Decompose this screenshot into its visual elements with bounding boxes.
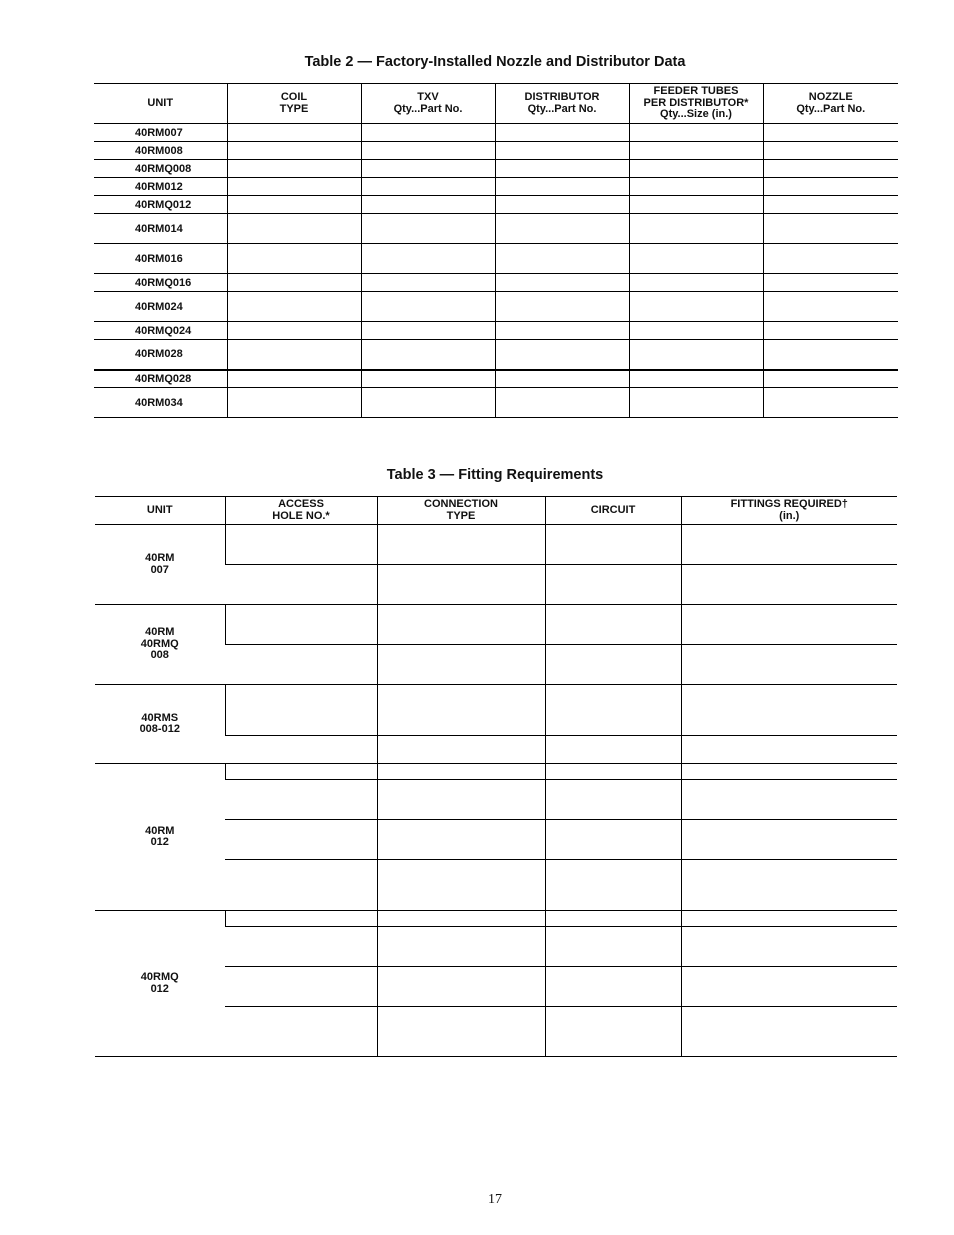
unit-cell: 40RMQ028 bbox=[135, 372, 192, 385]
table3-title: Table 3 — Fitting Requirements bbox=[386, 467, 604, 483]
nozzle-distributor-table bbox=[94, 83, 898, 418]
header-unit: UNIT bbox=[94, 84, 227, 124]
table-row bbox=[94, 178, 898, 196]
header-fittings-required bbox=[681, 497, 897, 525]
unit-group-cell bbox=[95, 605, 225, 685]
header-connection-type-text: CONNECTION TYPE bbox=[424, 498, 498, 522]
header-txv-text: TXV Qty...Part No. bbox=[393, 91, 463, 115]
header-unit: UNIT bbox=[95, 497, 225, 525]
unit-group-cell bbox=[95, 685, 225, 764]
unit-cell: 40RM012 bbox=[135, 180, 183, 193]
table-row bbox=[94, 142, 898, 160]
header-coil-type-text: COIL TYPE bbox=[279, 91, 309, 115]
header-txv bbox=[361, 84, 495, 124]
unit-group-cell bbox=[95, 525, 225, 605]
table-row bbox=[94, 388, 898, 418]
table-row bbox=[94, 322, 898, 340]
header-access-hole bbox=[225, 497, 377, 525]
unit-cell: 40RM034 bbox=[135, 396, 183, 409]
table2-title: Table 2 — Factory-Installed Nozzle and Distributor Data bbox=[304, 54, 686, 70]
unit-cell: 40RMQ024 bbox=[135, 324, 192, 337]
unit-cell: 40RMQ016 bbox=[135, 276, 192, 289]
unit-group-label: 40RMQ 012 bbox=[140, 971, 179, 995]
table-row bbox=[94, 244, 898, 274]
header-access-hole-text: ACCESS HOLE NO.* bbox=[272, 498, 330, 522]
unit-cell: 40RM028 bbox=[135, 348, 183, 361]
unit-cell: 40RMQ008 bbox=[135, 162, 192, 175]
table-row bbox=[94, 160, 898, 178]
unit-group-label: 40RMS 008-012 bbox=[139, 711, 180, 735]
unit-cell: 40RM008 bbox=[135, 144, 183, 157]
table-row bbox=[94, 214, 898, 244]
table-row bbox=[94, 340, 898, 370]
table-row bbox=[95, 911, 897, 927]
unit-group-label: 40RM 40RMQ 008 bbox=[140, 626, 179, 662]
header-feeder-tubes-text: FEEDER TUBES PER DISTRIBUTOR* Qty...Size (in.) bbox=[643, 85, 749, 121]
unit-cell: 40RM016 bbox=[135, 252, 183, 265]
unit-cell: 40RMQ012 bbox=[135, 198, 192, 211]
table-row bbox=[95, 605, 897, 645]
header-distributor-text: DISTRIBUTOR Qty...Part No. bbox=[524, 91, 600, 115]
table-row bbox=[94, 124, 898, 142]
table-row bbox=[95, 764, 897, 780]
header-nozzle-text: NOZZLE Qty...Part No. bbox=[796, 91, 866, 115]
table-row bbox=[94, 370, 898, 388]
table-row bbox=[94, 274, 898, 292]
table-row bbox=[94, 292, 898, 322]
table-row bbox=[94, 196, 898, 214]
unit-group-label: 40RM 012 bbox=[145, 824, 175, 848]
header-nozzle bbox=[763, 84, 898, 124]
unit-group-cell bbox=[95, 911, 225, 1057]
table-row bbox=[95, 525, 897, 565]
header-fittings-required-text: FITTINGS REQUIRED† (in.) bbox=[730, 498, 848, 522]
unit-group-label: 40RM 007 bbox=[145, 552, 175, 576]
header-circuit: CIRCUIT bbox=[545, 497, 681, 525]
unit-cell: 40RM007 bbox=[135, 126, 183, 139]
header-feeder-tubes bbox=[629, 84, 763, 124]
fitting-requirements-table bbox=[95, 496, 897, 1057]
header-coil-type bbox=[227, 84, 361, 124]
unit-group-cell bbox=[95, 764, 225, 911]
header-connection-type bbox=[377, 497, 545, 525]
unit-cell: 40RM024 bbox=[135, 300, 183, 313]
header-distributor bbox=[495, 84, 629, 124]
page-number: 17 bbox=[488, 1192, 502, 1207]
unit-cell: 40RM014 bbox=[135, 222, 183, 235]
table-row bbox=[95, 685, 897, 736]
